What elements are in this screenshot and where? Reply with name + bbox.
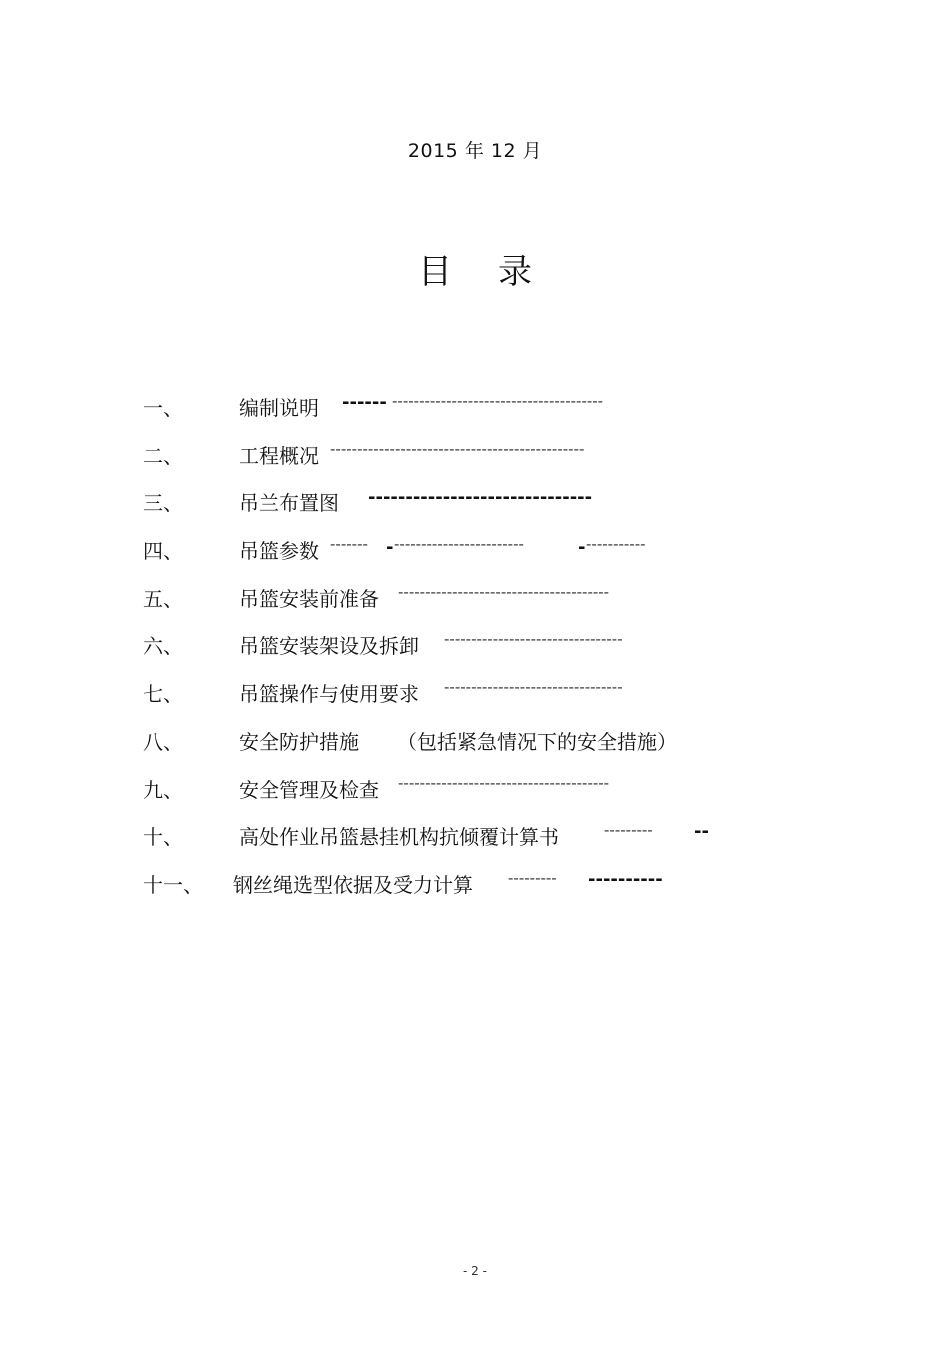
document-date: 2015 年 12 月 — [407, 140, 543, 162]
toc-number: 二、 — [143, 443, 183, 468]
toc-leader: --------------------------------- — [444, 630, 623, 649]
toc-item-2 — [0, 432, 950, 480]
toc-item-9 — [0, 766, 950, 814]
toc-label: 钢丝绳选型依据及受力计算 — [233, 872, 473, 897]
toc-label: 高处作业吊篮悬挂机构抗倾覆计算书 — [239, 825, 559, 850]
toc-number: 一、 — [143, 396, 183, 420]
toc-leader: --------------------------------------- — [398, 582, 610, 601]
toc-leader: ------------------------ — [394, 535, 524, 554]
table-of-contents — [0, 384, 950, 909]
toc-leader: --------------------------------- — [444, 678, 623, 697]
toc-label: 吊篮参数 — [239, 539, 319, 564]
toc-number: 十一、 — [143, 872, 203, 897]
toc-label: 吊兰布置图 — [239, 491, 339, 516]
toc-item-11 — [0, 861, 950, 909]
toc-number: 四、 — [143, 539, 183, 564]
toc-leader-bold: ------ — [342, 392, 387, 413]
toc-number: 七、 — [143, 682, 183, 707]
toc-number: 十、 — [143, 825, 183, 850]
toc-label: 吊篮安装架设及拆卸 — [239, 634, 419, 659]
title-char-1: 目 — [418, 252, 452, 292]
toc-number: 五、 — [143, 586, 183, 611]
toc-title — [0, 244, 950, 293]
toc-label: 编制说明 — [239, 396, 319, 420]
toc-item-10 — [0, 813, 950, 861]
toc-item-1 — [0, 384, 950, 432]
toc-label: 吊篮操作与使用要求 — [239, 682, 419, 707]
toc-leader: ----------------------------------------------- — [330, 439, 585, 458]
toc-leader-bold: - — [578, 537, 586, 559]
toc-leader-bold: ---------- — [588, 868, 663, 890]
toc-leader: ------- — [330, 535, 368, 554]
toc-leader: ----------- — [586, 535, 646, 554]
toc-item-5 — [0, 575, 950, 623]
toc-leader-bold: ------------------------------ — [368, 487, 593, 509]
toc-leader: --------- — [604, 821, 653, 840]
toc-item-7 — [0, 670, 950, 718]
toc-number: 三、 — [143, 491, 183, 516]
toc-number: 六、 — [143, 634, 183, 659]
toc-leader: --------- — [508, 868, 557, 887]
toc-leader-bold: -- — [694, 821, 709, 843]
page-number: - 2 - — [463, 1264, 487, 1278]
toc-item-4 — [0, 527, 950, 575]
toc-item-8 — [0, 718, 950, 766]
toc-label: 安全管理及检查 — [239, 777, 379, 802]
toc-label: 工程概况 — [239, 443, 319, 468]
title-char-2: 录 — [498, 252, 532, 292]
toc-leader-bold: - — [386, 537, 394, 559]
toc-number: 九、 — [143, 777, 183, 802]
toc-item-6 — [0, 622, 950, 670]
toc-item-3 — [0, 479, 950, 527]
toc-number: 八、 — [143, 729, 183, 754]
toc-label-note: （包括紧急情况下的安全措施） — [397, 729, 677, 754]
toc-leader: --------------------------------------- — [398, 773, 610, 792]
toc-label: 安全防护措施 — [239, 729, 359, 754]
toc-label: 吊篮安装前准备 — [239, 586, 379, 611]
toc-leader: --------------------------------------- — [392, 392, 604, 410]
